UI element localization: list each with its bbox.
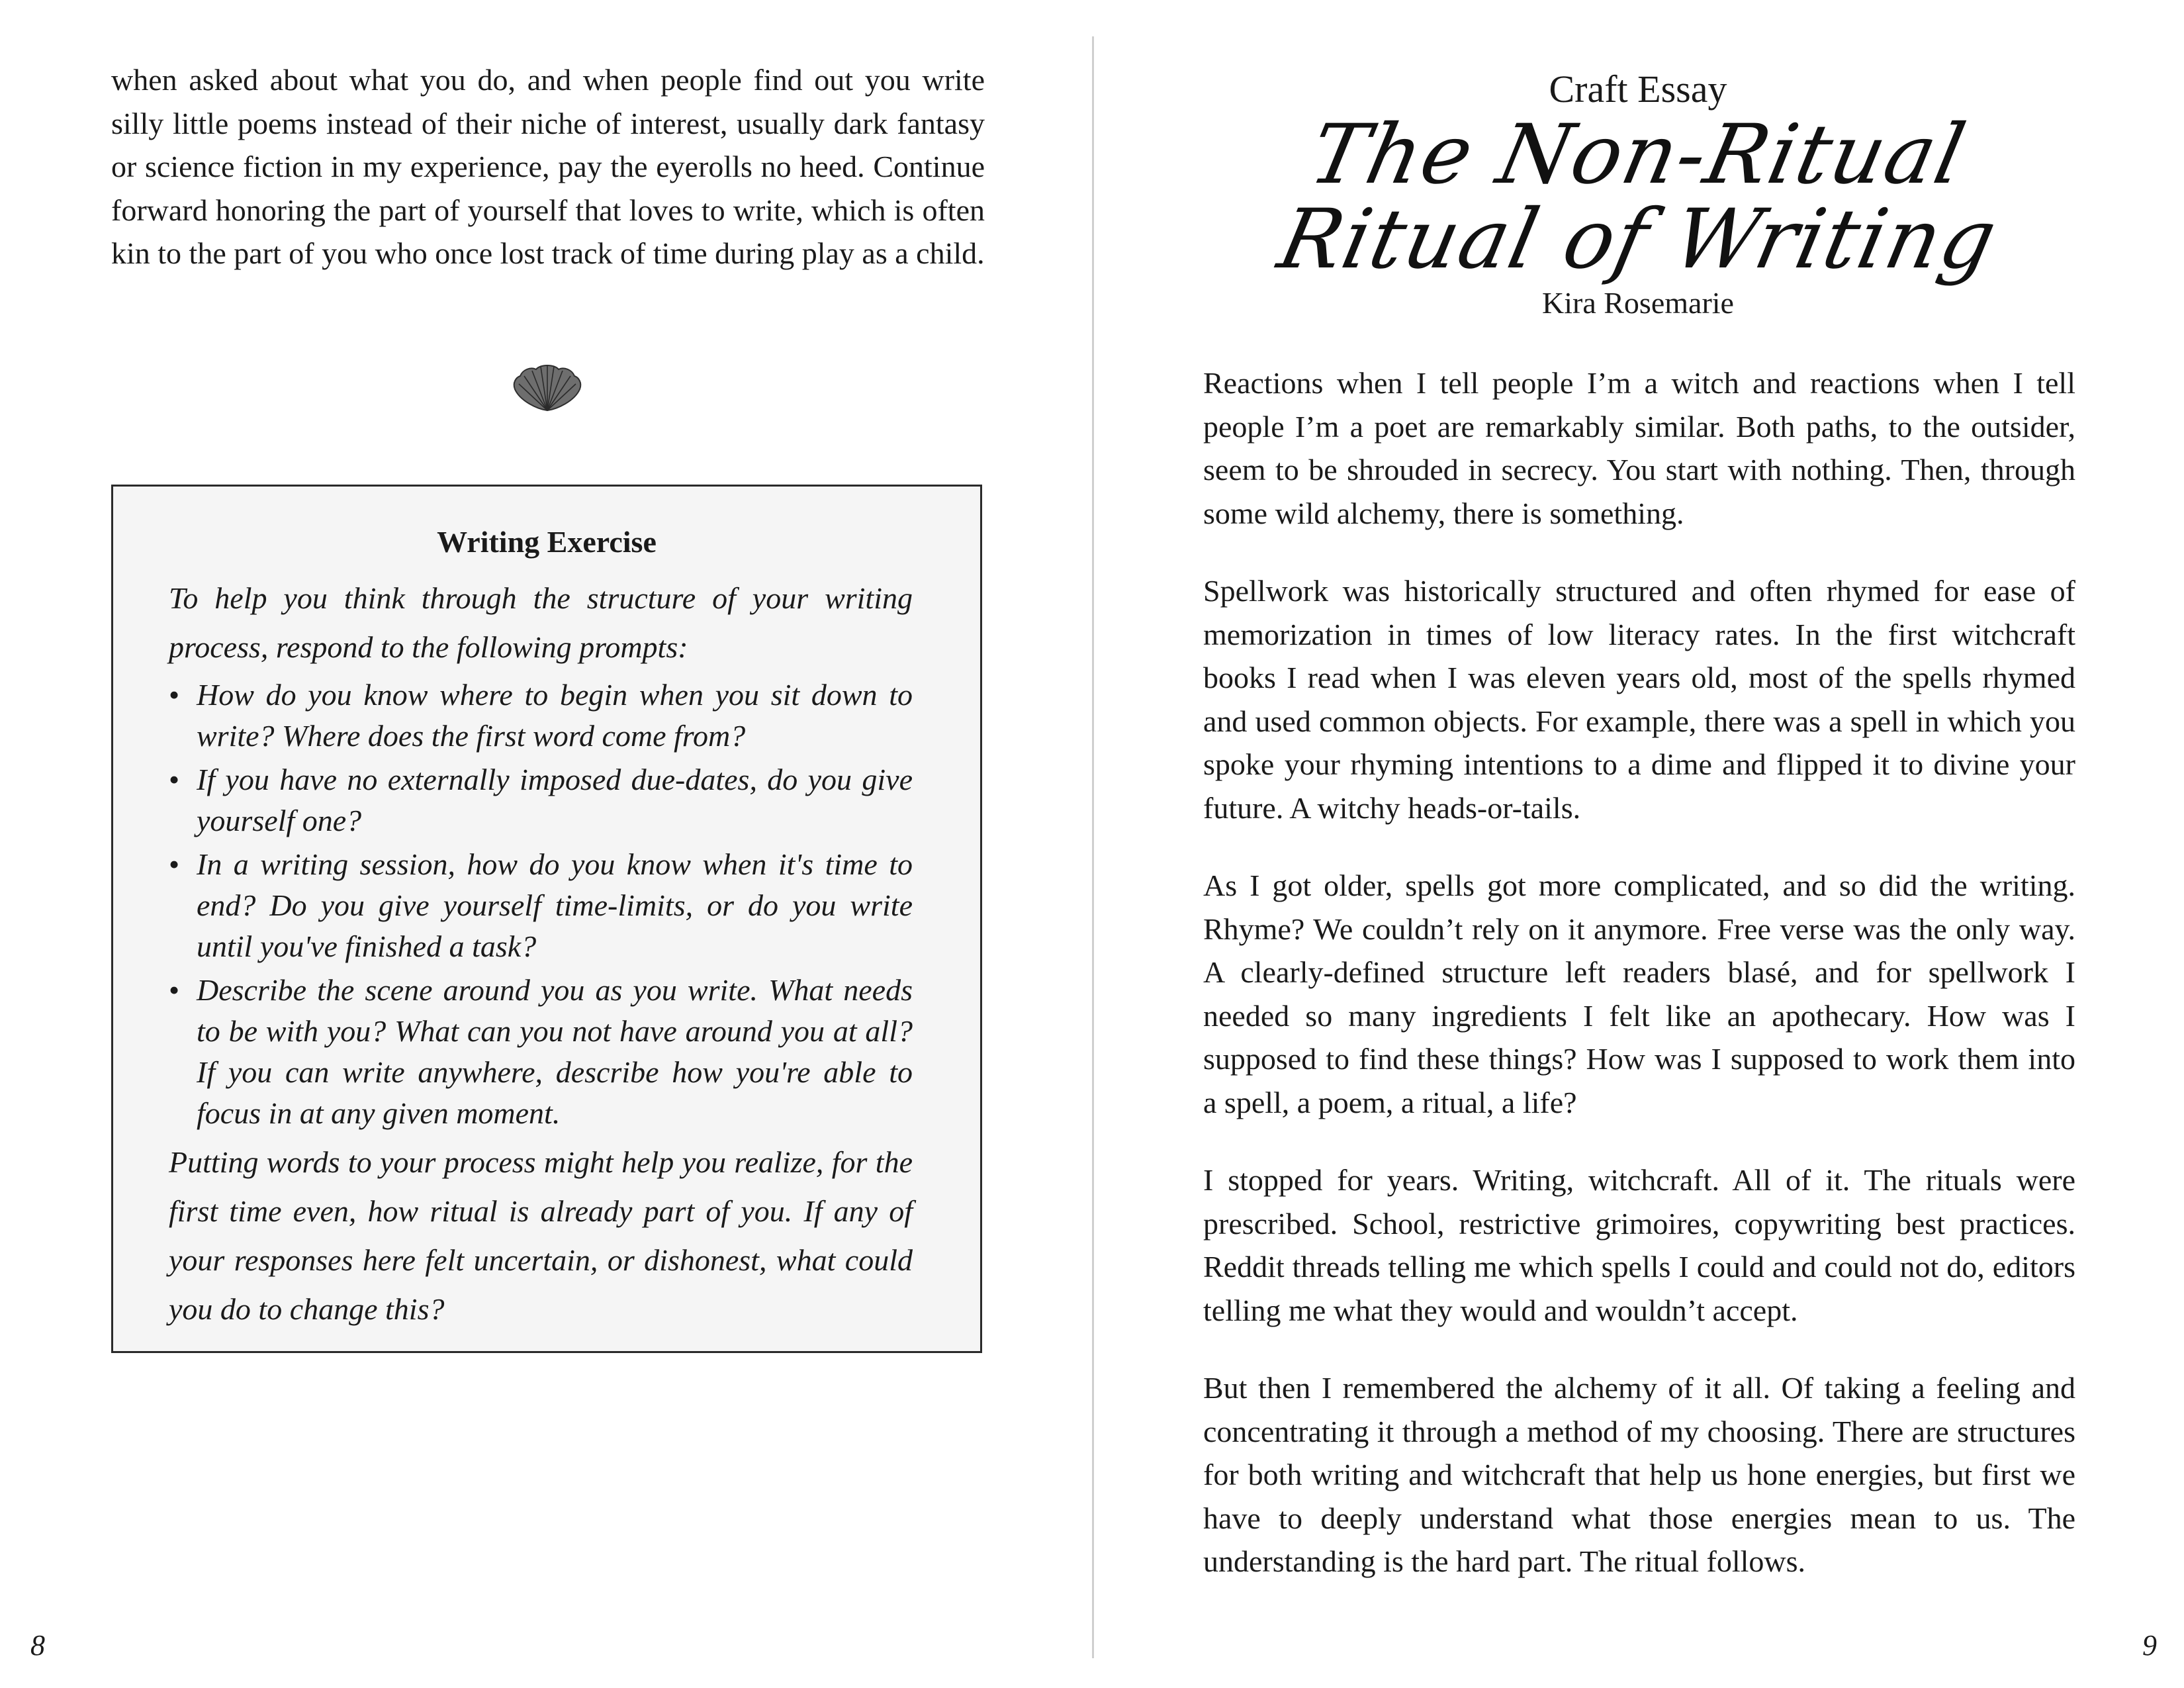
essay-title-line-1: The Non-Ritual	[1302, 107, 1974, 203]
essay-paragraph: Reactions when I tell people I’m a witch and reactions when I tell people I’m a poet are remarkably similar. Both paths, to the outsider, seem to be shrouded in secrecy. You start with nothing. Then, through some wild alchemy, there is something.	[1203, 366, 2075, 530]
essay-title-line-2: Ritual of Writing	[1271, 192, 2005, 287]
essay-paragraph: I stopped for years. Writing, witchcraft. All of it. The rituals were prescribed. School, restrictive grimoires, copywriting best practices. Reddit threads telling me which spells I could and could not do, editors telling me what they would and wouldn’t accept.	[1203, 1163, 2075, 1327]
continued-paragraph: when asked about what you do, and when people find out you write silly little poems instead of their niche of interest, usually dark fantasy or science fiction in my experience, pay the eyerolls no heed. Continue forward honoring the part of yourself that loves to write, which is often kin to the part of you who once lost track of time during play as a child.	[111, 63, 985, 270]
page-number-left: 8	[30, 1629, 45, 1662]
essay-body	[1203, 361, 2075, 1618]
list-item: • Describe the scene around you as you write. What needs to be with you? What can you not have around you at all? If you can write anywhere, describe how you're able to focus in at any given moment.	[169, 970, 913, 1134]
exercise-intro: To help you think through the structure of your writing process, respond to the following prompts:	[169, 581, 913, 664]
page-number-right: 9	[2142, 1629, 2157, 1662]
exercise-title: Writing Exercise	[437, 525, 657, 559]
bullet-icon: •	[169, 973, 180, 1007]
essay-paragraph: Spellwork was historically structured and often rhymed for ease of memorization in times of low literacy rates. In the first witchcraft books I read when I was eleven years old, most of the spells rhymed and used common objects. For example, there was a spell in which you spoke your rhyming intentions to a dime and flipped it to divine your future. A witchy heads-or-tails.	[1203, 574, 2075, 825]
list-item: • How do you know where to begin when you sit down to write? Where does the first word come from?	[169, 675, 913, 757]
exercise-outro: Putting words to your process might help you realize, for the first time even, how ritual is already part of you. If any of your responses here felt uncertain, or dishonest, what could you do to change this?	[169, 1145, 913, 1326]
essay-paragraph: As I got older, spells got more complicated, and so did the writing. Rhyme? We couldn’t rely on it anymore. Free verse was the only way. A clearly-defined structure left readers blasé, and for spellwork I needed so many ingredients I felt like an apothecary. How was I supposed to find these things? How was I supposed to work them into a spell, a poem, a ritual, a life?	[1203, 868, 2075, 1119]
bullet-icon: •	[169, 678, 180, 712]
bullet-icon: •	[169, 847, 180, 881]
writing-exercise-box	[111, 485, 982, 1353]
exercise-body	[169, 574, 913, 1334]
list-item: • If you have no externally imposed due-dates, do you give yourself one?	[169, 759, 913, 841]
essay-author: Kira Rosemarie	[1542, 286, 1734, 320]
list-item: • In a writing session, how do you know when it's time to end? Do you give yourself time-limits, or do you write until you've finished a task?	[169, 844, 913, 967]
right-page	[1092, 0, 2184, 1688]
exercise-prompt-list	[169, 675, 913, 1134]
essay-title	[1092, 107, 2184, 287]
bullet-icon: •	[169, 763, 180, 796]
section-label: Craft Essay	[1549, 68, 1727, 111]
essay-paragraph: But then I remembered the alchemy of it all. Of taking a feeling and concentrating it through a method of my choosing. There are structures for both writing and witchcraft that help us hone energies, but first we have to deeply understand what those energies mean to us. The understanding is the hard part. The ritual follows.	[1203, 1371, 2075, 1578]
ginkgo-leaf-icon	[511, 363, 584, 413]
